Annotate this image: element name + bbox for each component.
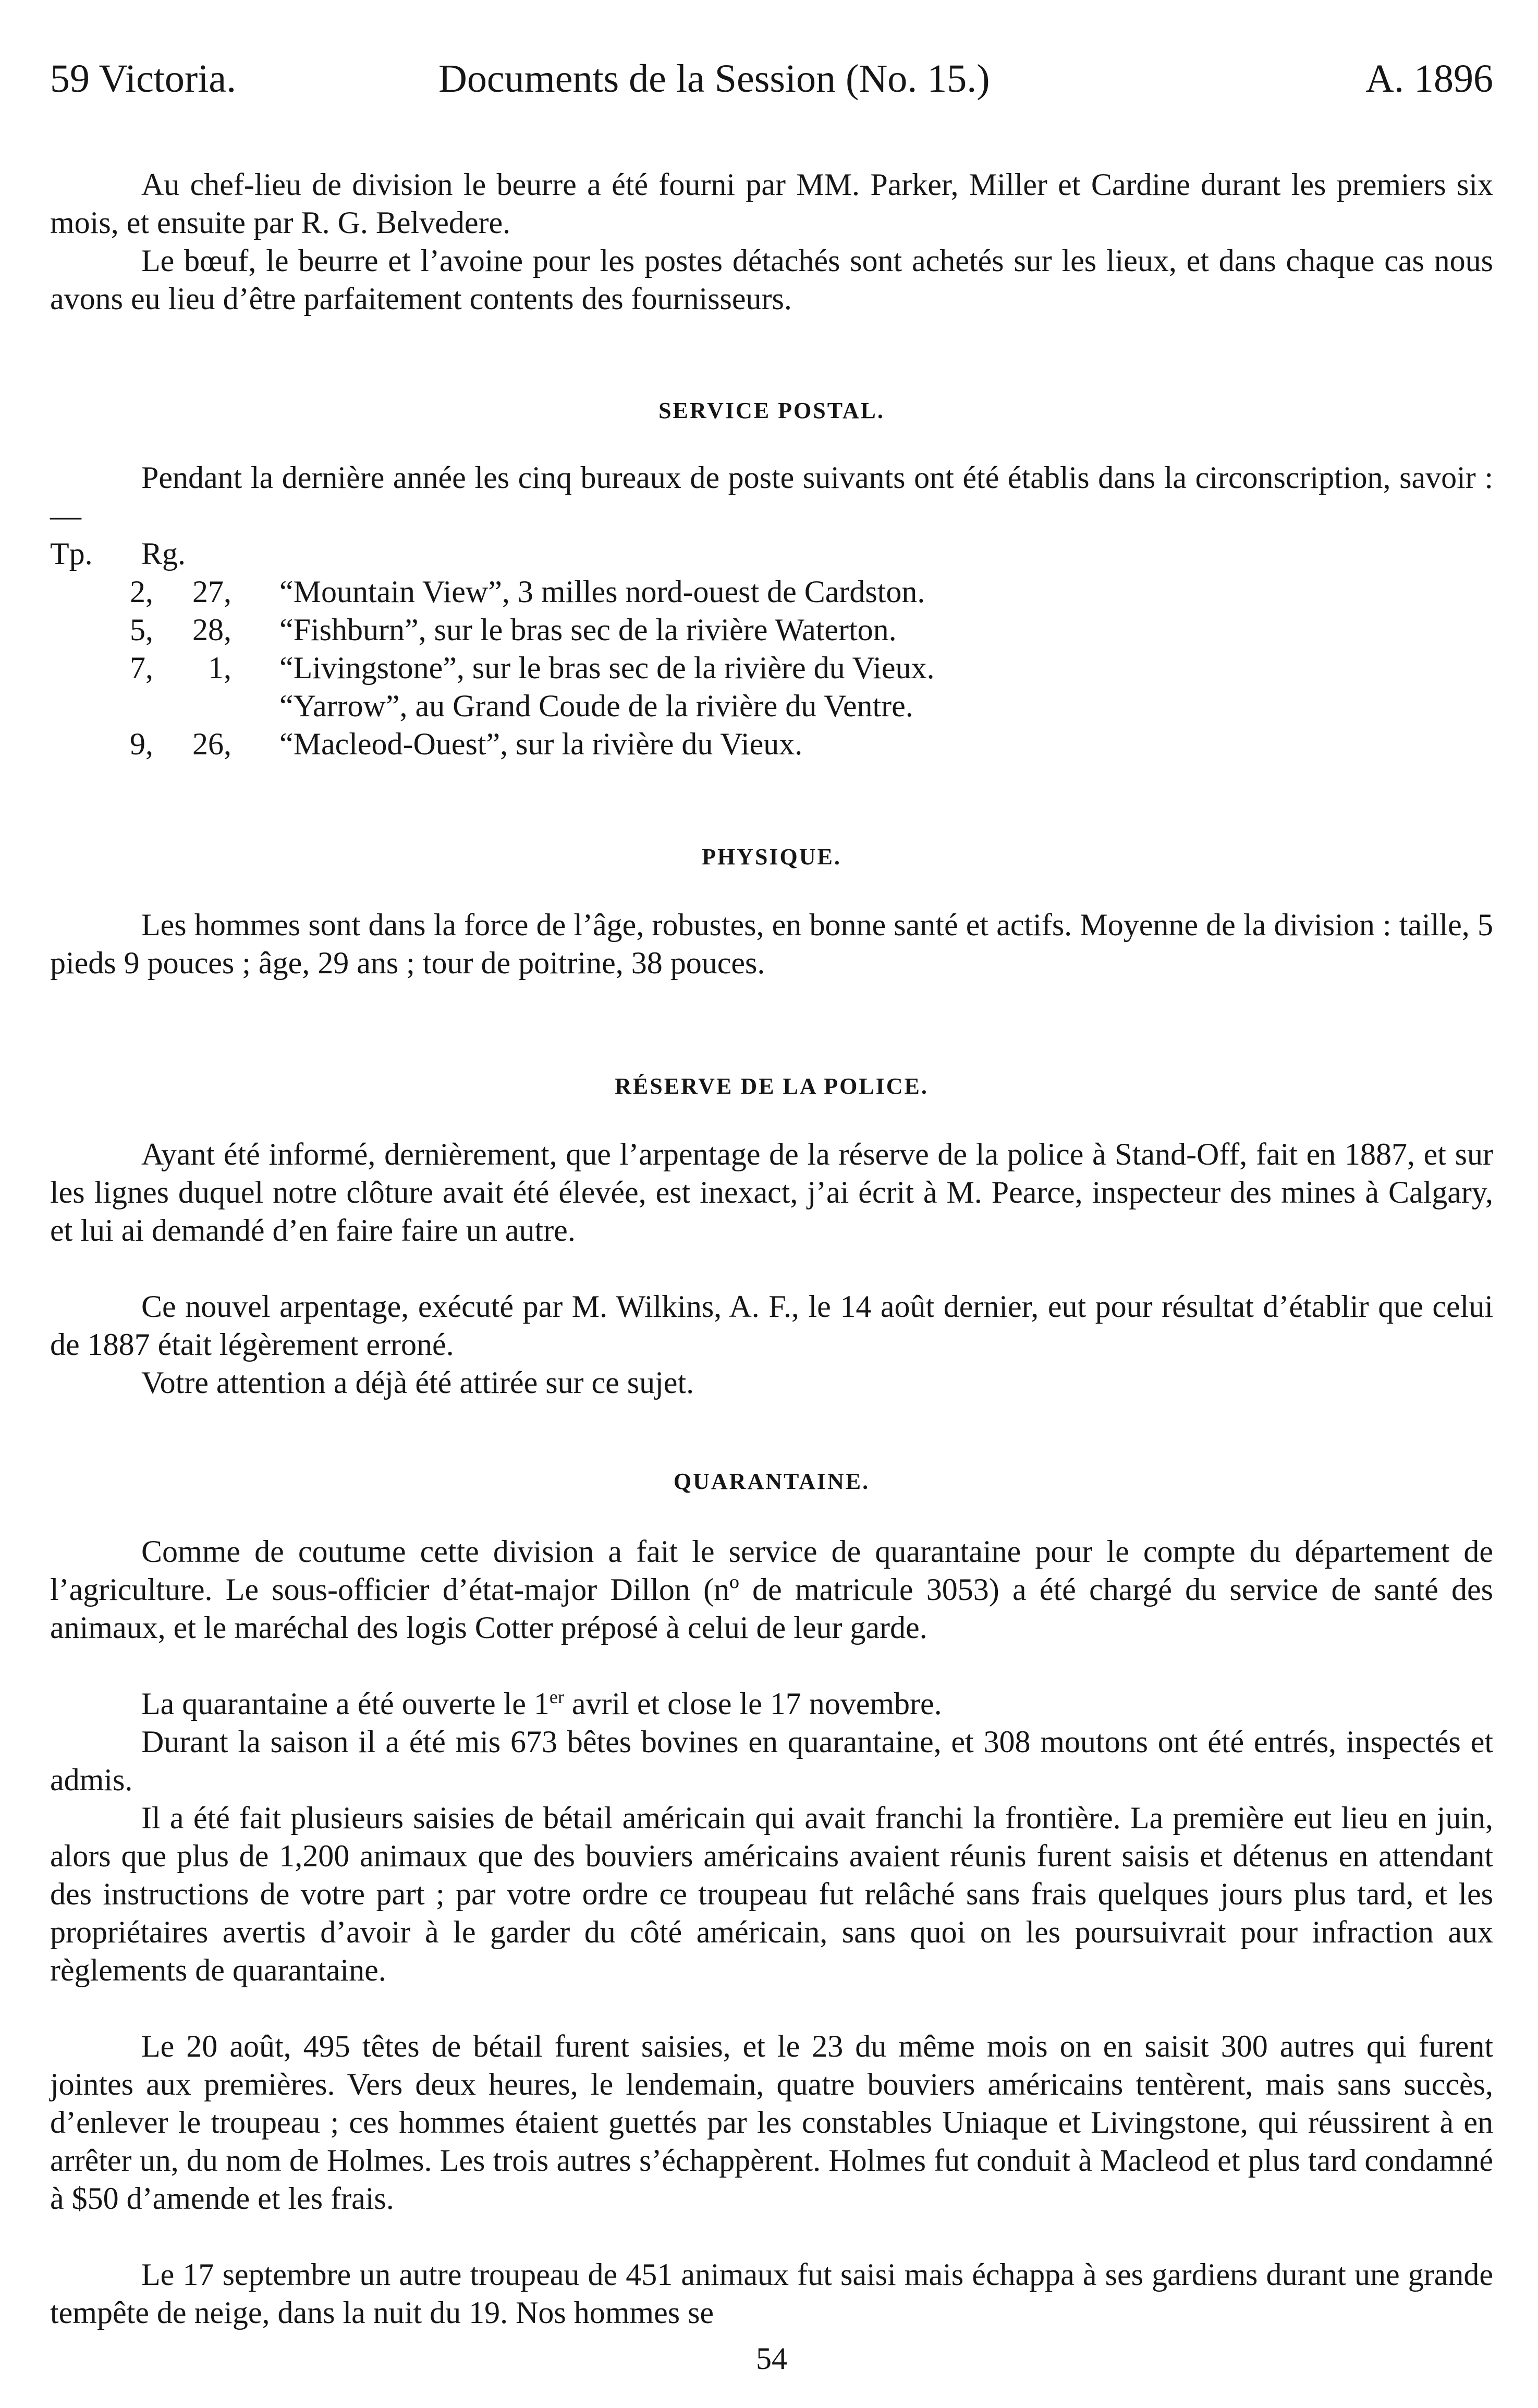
section-heading-reserve: RÉSERVE DE LA POLICE. [615, 1073, 929, 1099]
paragraph-postal: Pendant la dernière année les cinq bureaux de poste suivants ont été établis dans la circonscription, savoir :— [50, 460, 1493, 533]
cell-range: 26, [192, 727, 231, 761]
paragraph-butter-supply: Au chef-lieu de division le beurre a été fourni par MM. Parker, Miller et Cardine durant les premiers six mois, et ensuite par R. G. Belvedere. [50, 167, 1493, 240]
cell-post-office: “Mountain View”, 3 milles nord-ouest de Cardston. [279, 575, 925, 609]
cell-township: 7, [130, 651, 153, 685]
header-issue: A. 1896 [1365, 57, 1493, 101]
cell-post-office: “Yarrow”, au Grand Coude de la rivière du Ventre. [279, 689, 913, 723]
paragraph-quarantine-count: Durant la saison il a été mis 673 bêtes bovines en quarantaine, et 308 moutons ont été entrés, inspectés et admis. [50, 1725, 1493, 1797]
cell-range: 27, [192, 575, 231, 609]
section-heading-quarantine: QUARANTAINE. [673, 1469, 870, 1494]
table-row [50, 573, 1493, 611]
cell-township: 2, [130, 575, 153, 609]
column-header-range: Rg. [141, 536, 186, 571]
text-segment: avril et close le 17 novembre. [564, 1686, 942, 1721]
cell-township: 9, [130, 727, 153, 761]
paragraph-local-supply: Le bœuf, le beurre et l’avoine pour les postes détachés sont achetés sur les lieux, et dans chaque cas nous avons eu lieu d’être parfaitement contents des fournisseurs. [50, 243, 1493, 316]
paragraph-quarantine-dates [50, 1685, 1493, 1723]
paragraph-new-survey: Ce nouvel arpentage, exécuté par M. Wilkins, A. F., le 14 août dernier, eut pour résultat d’établir que celui de 1887 était légèrement erroné. [50, 1289, 1493, 1362]
ordinal-superscript: er [549, 1686, 564, 1707]
cell-township: 5, [130, 613, 153, 647]
text-segment: La quarantaine a été ouverte le 1 [141, 1686, 550, 1721]
column-header-township: Tp. [50, 536, 93, 571]
table-row [50, 611, 1493, 649]
table-row [50, 649, 1493, 687]
cell-post-office: “Macleod-Ouest”, sur la rivière du Vieux. [279, 727, 803, 761]
paragraph-quarantine-service: Comme de coutume cette division a fait le service de quarantaine pour le compte du département de l’agriculture. Le sous-officier d’état-major Dillon (nº de matricule 3053) a été chargé du service de santé des animaux, et le maréchal des logis Cotter préposé à celui de leur garde. [50, 1534, 1493, 1645]
cell-range: 1, [208, 651, 231, 685]
page-number: 54 [756, 2341, 787, 2376]
paragraph-physique: Les hommes sont dans la force de l’âge, robustes, en bonne santé et actifs. Moyenne de la division : taille, 5 pieds 9 pouces ; âge, 29 ans ; tour de poitrine, 38 pouces. [50, 908, 1493, 980]
document-page [50, 0, 1493, 2408]
paragraph-september-herd: Le 17 septembre un autre troupeau de 451 animaux fut saisi mais échappa à ses gardiens durant une grande tempête de neige, dans la nuit du 19. Nos hommes se [50, 2257, 1493, 2330]
section-heading-postal: SERVICE POSTAL. [658, 398, 885, 423]
paragraph-reserve-survey: Ayant été informé, dernièrement, que l’arpentage de la réserve de la police à Stand-Off, fait en 1887, et sur les lignes duquel notre clôture avait été élevée, est inexact, j’ai écrit à M. Pearce, inspecteur des mines à Calgary, et lui ai demandé d’en faire faire un autre. [50, 1137, 1493, 1248]
paragraph-seizures: Il a été fait plusieurs saisies de bétail américain qui avait franchi la frontière. La première eut lieu en juin, alors que plus de 1,200 animaux que des bouviers américains avaient réunis furent saisis et détenus en attendant des instructions de votre part ; par votre ordre ce troupeau fut relâché sans frais quelques jours plus tard, et les propriétaires avertis d’avoir à le garder du côté américain, sans quoi on les poursuivrait pour infraction aux règlements de quarantaine. [50, 1801, 1493, 1987]
cell-range: 28, [192, 613, 231, 647]
post-office-table [50, 535, 1493, 763]
running-header [50, 56, 1493, 114]
header-year: 59 Victoria. [50, 57, 237, 101]
header-title: Documents de la Session (No. 15.) [438, 57, 990, 101]
table-row [50, 687, 1493, 725]
cell-post-office: “Fishburn”, sur le bras sec de la rivière Waterton. [279, 613, 897, 647]
paragraph-attention: Votre attention a déjà été attirée sur ce sujet. [141, 1365, 694, 1400]
section-heading-physique: PHYSIQUE. [702, 844, 841, 870]
table-row [50, 725, 1493, 763]
table-header-row [50, 535, 1493, 573]
paragraph-august-seizure: Le 20 août, 495 têtes de bétail furent saisies, et le 23 du même mois on en saisit 300 autres qui furent jointes aux premières. Vers deux heures, le lendemain, quatre bouviers américains tentèrent, mais sans succès, d’enlever le troupeau ; ces hommes étaient guettés par les constables Uniaque et Livingstone, qui réussirent à en arrêter un, du nom de Holmes. Les trois autres s’échappèrent. Holmes fut conduit à Macleod et plus tard condamné à $50 d’amende et les frais. [50, 2029, 1493, 2216]
cell-post-office: “Livingstone”, sur le bras sec de la rivière du Vieux. [279, 651, 935, 685]
